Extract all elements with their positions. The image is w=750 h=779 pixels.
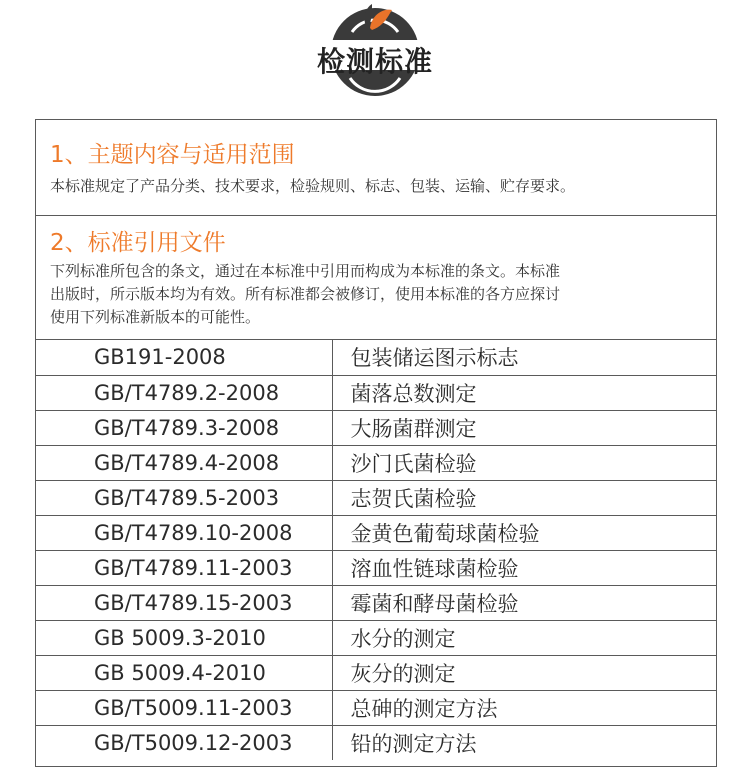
standard-code: GB/T4789.11-2003 (36, 550, 332, 585)
standard-name: 沙门氏菌检验 (332, 445, 716, 480)
standard-name: 灰分的测定 (332, 655, 716, 690)
standard-code: GB/T5009.12-2003 (36, 725, 332, 760)
standard-code: GB/T4789.4-2008 (36, 445, 332, 480)
section-title: 1、主题内容与适用范围 (50, 142, 295, 168)
standard-code: GB191-2008 (36, 340, 332, 375)
reference-table (36, 340, 716, 760)
standard-name: 总砷的测定方法 (332, 690, 716, 725)
standard-name: 水分的测定 (332, 620, 716, 655)
header-logo (0, 0, 750, 110)
text-line: 使用下列标准新版本的可能性。 (50, 308, 261, 326)
section-references (36, 216, 716, 340)
standard-code: GB/T4789.3-2008 (36, 410, 332, 445)
table-row (36, 690, 716, 725)
standard-code: GB/T4789.15-2003 (36, 585, 332, 620)
table-row (36, 620, 716, 655)
standard-code: GB 5009.3-2010 (36, 620, 332, 655)
table-row (36, 480, 716, 515)
table-row (36, 340, 716, 375)
standard-name: 铅的测定方法 (332, 725, 716, 760)
section-scope (36, 120, 716, 216)
standard-code: GB/T5009.11-2003 (36, 690, 332, 725)
standard-name: 霉菌和酵母菌检验 (332, 585, 716, 620)
table-row (36, 515, 716, 550)
standard-name: 包装储运图示标志 (350, 346, 519, 371)
table-row (36, 585, 716, 620)
table-row (36, 655, 716, 690)
table-row (36, 550, 716, 585)
standard-code: GB/T4789.2-2008 (36, 375, 332, 410)
standard-name: 志贺氏菌检验 (332, 480, 716, 515)
standard-document (35, 119, 717, 767)
standard-code: GB/T4789.5-2003 (36, 480, 332, 515)
standard-code: GB/T4789.10-2008 (36, 515, 332, 550)
standard-code: GB 5009.4-2010 (36, 655, 332, 690)
section-text (50, 260, 704, 329)
section-text: 本标准规定了产品分类、技术要求，检验规则、标志、包装、运输、贮存要求。 (50, 177, 576, 195)
standard-name: 溶血性链球菌检验 (332, 550, 716, 585)
table-row (36, 445, 716, 480)
text-line: 下列标准所包含的条文，通过在本标准中引用而构成为本标准的条文。本标准 (50, 262, 561, 280)
text-line: 出版时，所示版本均为有效。所有标准都会被修订，使用本标准的各方应探讨 (50, 285, 561, 303)
standard-name: 大肠菌群测定 (332, 410, 716, 445)
standard-name: 菌落总数测定 (332, 375, 716, 410)
table-row (36, 410, 716, 445)
standard-name: 金黄色葡萄球菌检验 (332, 515, 716, 550)
table-row (36, 725, 716, 760)
logo-title: 检测标准 (316, 45, 433, 78)
section-title: 2、标准引用文件 (50, 230, 226, 256)
table-row (36, 375, 716, 410)
